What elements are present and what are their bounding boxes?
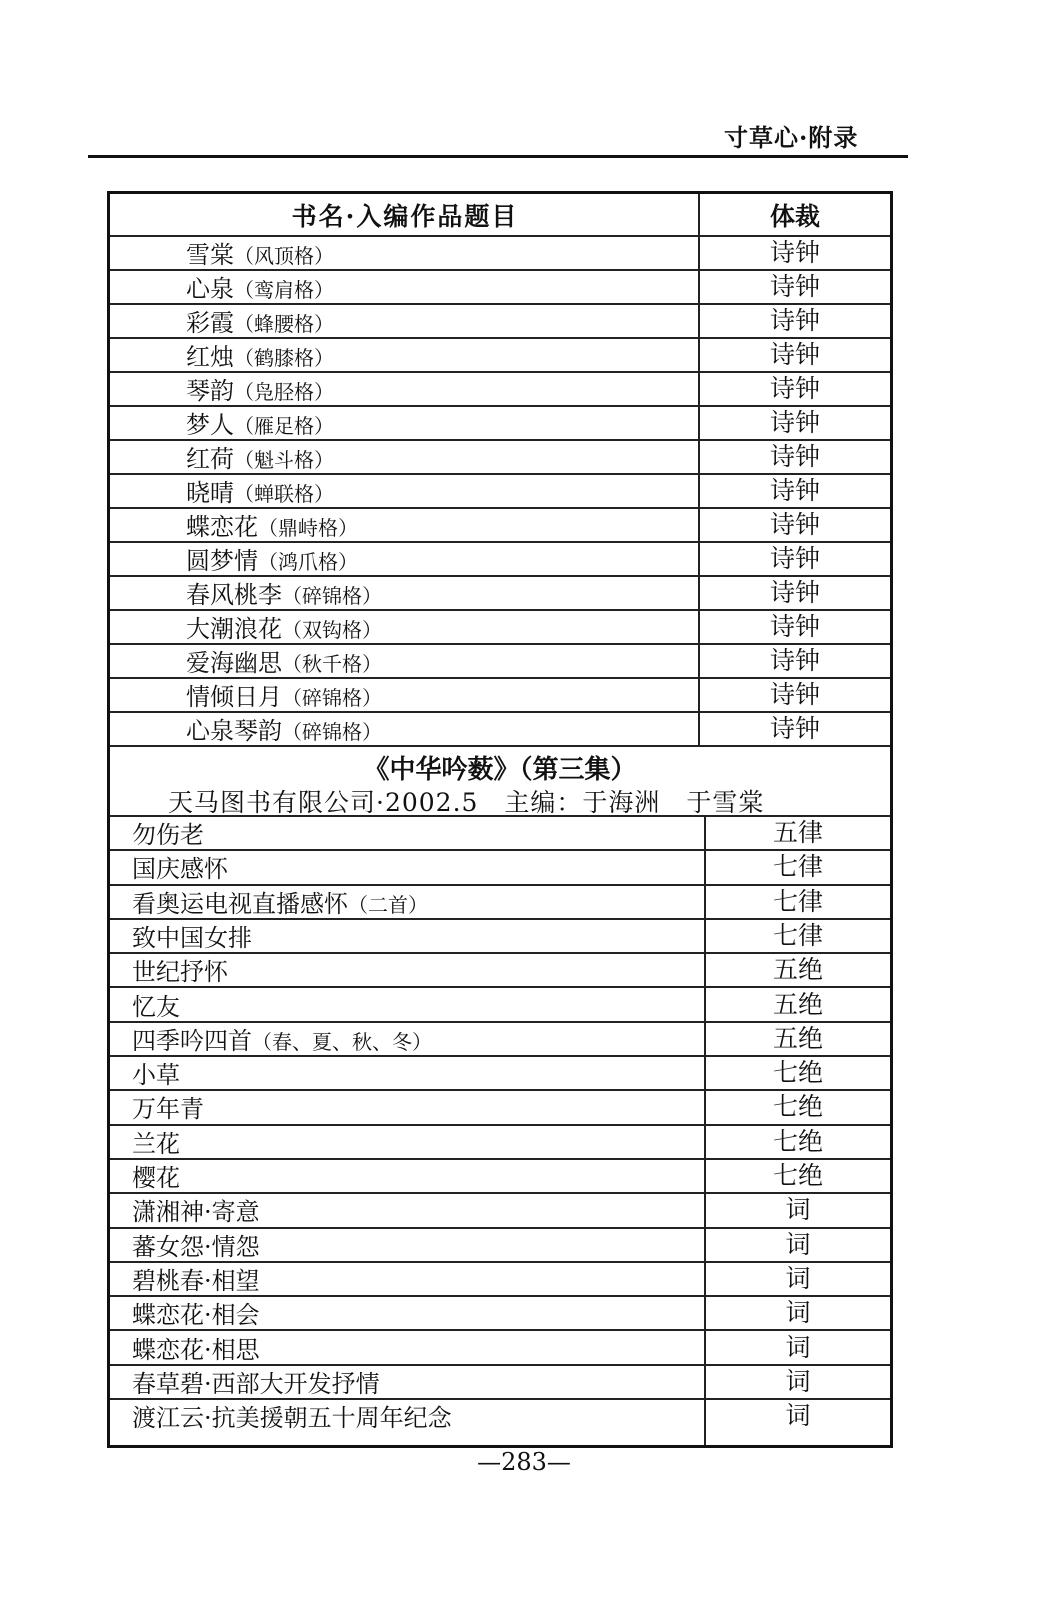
table-row	[110, 713, 890, 747]
work-title: 春草碧·西部大开发抒情	[132, 1369, 380, 1398]
genre-cell: 诗钟	[769, 238, 820, 267]
genre-cell: 诗钟	[769, 476, 820, 505]
work-title-cell	[132, 886, 428, 918]
work-note: （碎锦格）	[282, 720, 382, 744]
page-number: —283—	[477, 1448, 571, 1476]
genre-cell: 诗钟	[769, 374, 820, 403]
genre-cell: 诗钟	[769, 442, 820, 471]
work-title-cell	[186, 373, 334, 405]
work-title-cell	[132, 989, 180, 1021]
table-row	[110, 305, 890, 339]
table-row	[110, 1366, 890, 1400]
work-title: 蝶恋花·相思	[132, 1335, 260, 1364]
work-title-cell	[186, 679, 382, 711]
table-row	[110, 339, 890, 373]
work-note: （雁足格）	[234, 414, 334, 438]
table-row	[110, 886, 890, 920]
work-title: 小草	[132, 1061, 180, 1090]
work-title-cell	[132, 1297, 260, 1329]
header-genre-cell: 体裁	[769, 202, 820, 231]
work-title: 潇湘神·寄意	[132, 1198, 260, 1227]
header-rule	[88, 155, 908, 158]
work-title: 晓晴	[186, 479, 234, 507]
genre-cell: 词	[785, 1195, 811, 1225]
table-row	[110, 1194, 890, 1228]
work-title: 心泉	[186, 275, 234, 303]
genre-cell: 诗钟	[769, 340, 820, 369]
work-note: （魁斗格）	[234, 448, 334, 472]
work-title-cell	[186, 407, 334, 439]
work-title: 蝶恋花·相会	[132, 1301, 260, 1330]
table-row	[110, 920, 890, 954]
genre-cell: 诗钟	[769, 578, 820, 607]
genre-cell: 七律	[772, 920, 823, 950]
header-title-cell: 书名·入编作品题目	[291, 202, 519, 231]
table-row	[110, 1332, 890, 1366]
work-title: 蕃女怨·情怨	[132, 1232, 260, 1261]
table-row	[110, 475, 890, 509]
work-title: 致中国女排	[132, 923, 252, 952]
work-title-cell	[132, 1400, 452, 1434]
work-title-cell	[186, 475, 334, 507]
table-row	[110, 679, 890, 713]
table-row	[110, 1297, 890, 1331]
work-title: 蝶恋花	[186, 513, 258, 541]
work-title: 春风桃李	[186, 581, 282, 609]
work-note: （鼎峙格）	[258, 516, 358, 540]
genre-cell: 词	[785, 1366, 811, 1396]
genre-cell: 七绝	[772, 1126, 823, 1156]
work-title-cell	[132, 1160, 180, 1192]
table-row	[110, 1126, 890, 1160]
work-title-cell	[132, 1057, 180, 1089]
work-title-cell	[132, 1023, 432, 1055]
work-title-cell	[186, 543, 358, 575]
work-title: 雪棠	[186, 241, 234, 269]
table-row	[110, 1400, 890, 1434]
work-note: （碎锦格）	[282, 686, 382, 710]
work-title-cell	[186, 339, 334, 371]
work-title-cell	[186, 441, 334, 473]
genre-cell: 词	[785, 1229, 811, 1259]
table-row	[110, 1160, 890, 1194]
work-title-cell	[186, 611, 382, 643]
work-title: 梦人	[186, 411, 234, 439]
table-row	[110, 237, 890, 271]
work-title-cell	[132, 920, 252, 952]
genre-cell: 五绝	[772, 955, 823, 985]
table-row	[110, 577, 890, 611]
table-row	[110, 851, 890, 885]
genre-cell: 诗钟	[769, 544, 820, 573]
genre-cell: 五绝	[772, 989, 823, 1019]
genre-cell: 七律	[772, 852, 823, 882]
work-title: 看奥运电视直播感怀	[132, 889, 348, 918]
work-note: （鹤膝格）	[234, 346, 334, 370]
work-title: 勿伤老	[132, 821, 204, 849]
table-row	[110, 954, 890, 988]
work-title: 万年青	[132, 1095, 204, 1124]
genre-cell: 五绝	[772, 1023, 823, 1053]
genre-cell: 七绝	[772, 1058, 823, 1088]
work-title-cell	[186, 713, 382, 745]
table-row	[110, 817, 890, 851]
table-row	[110, 611, 890, 645]
work-title-cell	[132, 1263, 260, 1295]
work-title-cell	[186, 645, 382, 677]
genre-cell: 词	[785, 1298, 811, 1328]
work-title: 忆友	[132, 992, 180, 1021]
work-title: 爱海幽思	[186, 649, 282, 677]
table-header-row	[110, 194, 890, 237]
genre-cell: 诗钟	[769, 646, 820, 675]
work-title-cell	[132, 1366, 380, 1398]
work-note: （蝉联格）	[234, 482, 334, 506]
table-row	[110, 1091, 890, 1125]
genre-cell: 七绝	[772, 1161, 823, 1190]
work-title: 碧桃春·相望	[132, 1266, 260, 1295]
table-row	[110, 645, 890, 679]
work-title-cell	[186, 237, 334, 269]
work-title-cell	[132, 817, 204, 849]
genre-cell: 五律	[772, 818, 823, 847]
table-row	[110, 407, 890, 441]
running-head: 寸草心·附录	[724, 123, 859, 152]
work-title: 心泉琴韵	[186, 717, 282, 745]
work-title: 渡江云·抗美援朝五十周年纪念	[132, 1404, 452, 1433]
table-row	[110, 441, 890, 475]
work-title: 四季吟四首	[132, 1026, 252, 1055]
work-title: 红荷	[186, 445, 234, 473]
genre-cell: 词	[785, 1401, 811, 1431]
work-title: 琴韵	[186, 377, 234, 405]
publication-line: 天马图书有限公司·2002.5 主编：于海洲 于雪棠	[168, 788, 765, 817]
work-note: （凫胫格）	[234, 380, 334, 404]
genre-cell: 七律	[772, 886, 823, 916]
genre-cell: 词	[785, 1263, 811, 1293]
work-note: （秋千格）	[282, 652, 382, 676]
table-row	[110, 271, 890, 305]
genre-cell: 诗钟	[769, 272, 820, 301]
work-title: 彩霞	[186, 309, 234, 337]
genre-cell: 诗钟	[769, 680, 820, 709]
work-title: 国庆感怀	[132, 855, 228, 884]
work-note: （鸿爪格）	[258, 550, 358, 574]
work-title: 世纪抒怀	[132, 958, 228, 987]
works-table	[107, 191, 893, 1448]
genre-cell: 诗钟	[769, 306, 820, 335]
table-row	[110, 543, 890, 577]
table-row	[110, 1263, 890, 1297]
work-title-cell	[132, 1091, 204, 1123]
work-note: （风顶格）	[234, 244, 334, 268]
work-title-cell	[132, 1194, 260, 1226]
genre-cell: 七绝	[772, 1092, 823, 1122]
genre-cell: 诗钟	[769, 510, 820, 539]
work-title-cell	[132, 954, 228, 986]
table-row	[110, 509, 890, 543]
table-row	[110, 1057, 890, 1091]
genre-cell: 诗钟	[769, 408, 820, 437]
work-title: 红烛	[186, 343, 234, 371]
work-note: （鸾肩格）	[234, 278, 334, 302]
book-section	[110, 745, 890, 817]
work-note: （二首）	[348, 892, 428, 917]
work-note: （蜂腰格）	[234, 312, 334, 336]
work-note: （双钩格）	[282, 618, 382, 642]
work-title: 兰花	[132, 1129, 180, 1158]
work-title-cell	[186, 509, 358, 541]
genre-cell: 词	[785, 1332, 811, 1362]
table-row	[110, 989, 890, 1023]
work-title-cell	[186, 305, 334, 337]
work-title-cell	[132, 1229, 260, 1261]
table-row	[110, 373, 890, 407]
table-row	[110, 1229, 890, 1263]
work-title-cell	[132, 851, 228, 883]
work-title: 大潮浪花	[186, 615, 282, 643]
table-row	[110, 1023, 890, 1057]
work-title: 情倾日月	[186, 683, 282, 711]
work-title: 圆梦情	[186, 547, 258, 575]
work-title-cell	[132, 1126, 180, 1158]
work-title: 樱花	[132, 1164, 180, 1192]
genre-cell: 诗钟	[769, 612, 820, 641]
genre-cell: 诗钟	[769, 714, 820, 743]
work-title-cell	[132, 1332, 260, 1364]
book-title: 《中华吟薮》（第三集）	[363, 755, 637, 785]
work-title-cell	[186, 271, 334, 303]
work-title-cell	[186, 577, 382, 609]
work-note: （碎锦格）	[282, 584, 382, 608]
work-note: （春、夏、秋、冬）	[252, 1029, 432, 1054]
